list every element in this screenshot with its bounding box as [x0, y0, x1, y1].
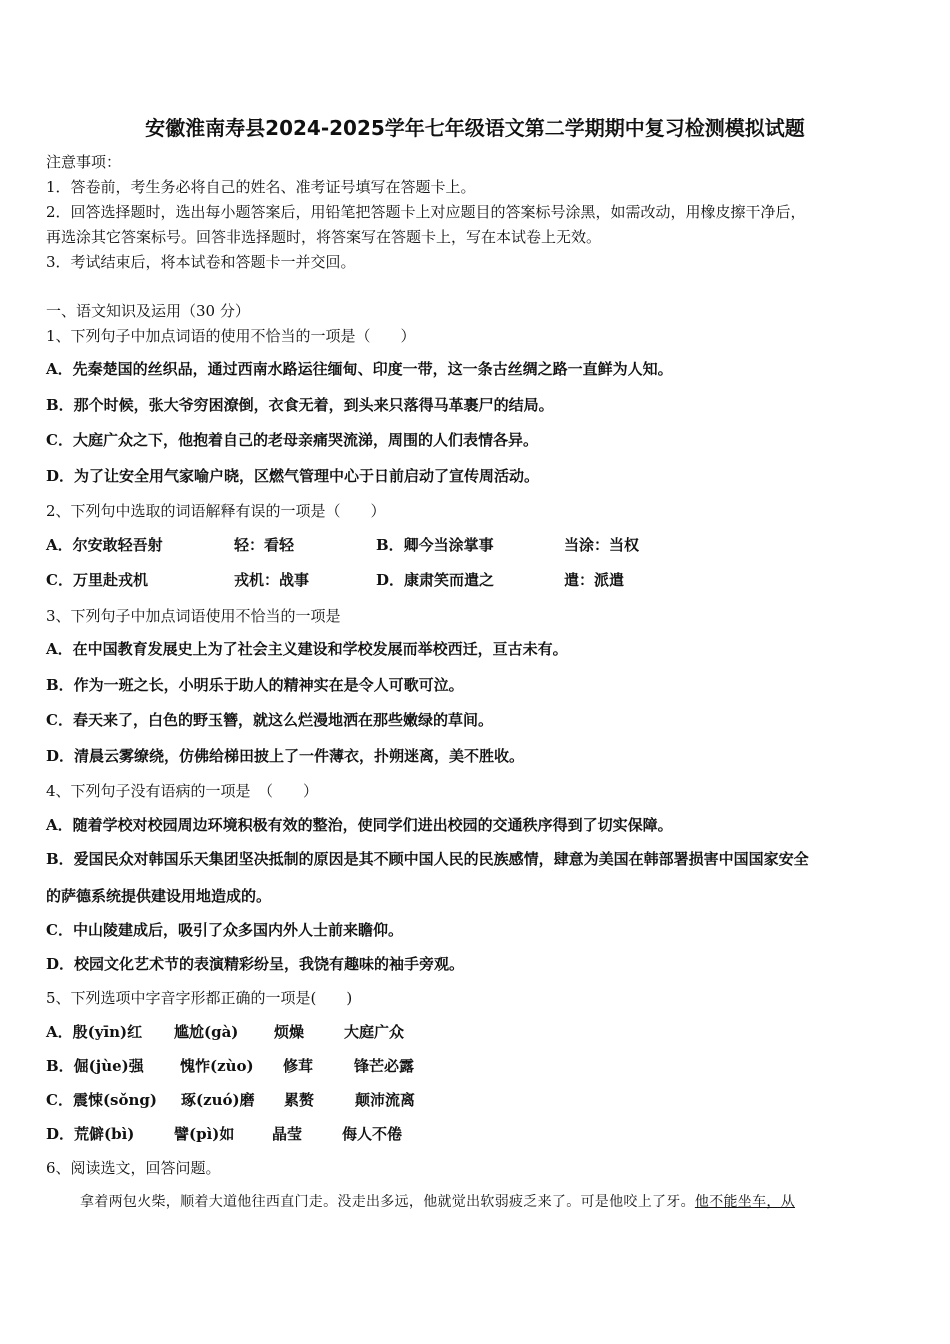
section-heading: 一、语文知识及运用（30 分） — [46, 302, 250, 320]
q5-cell: 大庭广众 — [344, 1023, 405, 1041]
q5-cell: 烦燥 — [274, 1023, 305, 1041]
q5-cell: 累赘 — [284, 1091, 315, 1109]
question-stem-1: 1、下列句子中加点词语的使用不恰当的一项是（ ） — [46, 327, 416, 345]
question-stem-3: 3、下列句子中加点词语使用不恰当的一项是 — [46, 607, 341, 625]
question-stem-4: 4、下列句子没有语病的一项是 （ ） — [46, 782, 319, 800]
q3-option-d: D．清晨云雾缭绕，仿佛给梯田披上了一件薄衣，扑朔迷离，美不胜收。 — [46, 747, 525, 765]
q5-cell: 修茸 — [283, 1057, 314, 1075]
notice-item: 再选涂其它答案标号。回答非选择题时，将答案写在答题卡上，写在本试卷上无效。 — [46, 228, 602, 246]
question-stem-5: 5、下列选项中字音字形都正确的一项是( ) — [46, 989, 353, 1007]
q4-option-b: B．爱国民众对韩国乐天集团坚决抵制的原因是其不顾中国人民的民族感情，肆意为美国在韩部署损害中国国家安全 — [46, 850, 809, 868]
q2-option-c-def: 戎机：战事 — [234, 571, 310, 589]
q4-option-a: A．随着学校对校园周边环境积极有效的整治，使同学们进出校园的交通秩序得到了切实保障。 — [46, 816, 673, 834]
q5-cell: 锋芒必露 — [354, 1057, 415, 1075]
passage-text: 拿着两包火柴，顺着大道他往西直门走。没走出多远，他就觉出软弱疲乏来了。可是他咬上了牙。 — [80, 1194, 695, 1210]
q1-option-b: B．那个时候，张大爷穷困潦倒，衣食无着，到头来只落得马革裹尸的结局。 — [46, 396, 554, 414]
q2-option-d-def: 遣：派遣 — [564, 571, 625, 589]
reading-passage — [80, 1192, 795, 1212]
question-stem-6: 6、阅读选文，回答问题。 — [46, 1159, 221, 1177]
passage-underlined-text: 他不能坐车，从 — [694, 1194, 796, 1210]
q5-cell: A．殷(yīn)红 — [46, 1023, 143, 1041]
q2-option-b-def: 当涂：当权 — [564, 536, 640, 554]
q3-option-b: B．作为一班之长，小明乐于助人的精神实在是令人可歌可泣。 — [46, 676, 464, 694]
q1-option-a: A．先秦楚国的丝织品，通过西南水路运往缅甸、印度一带，这一条古丝绸之路一直鲜为人知。 — [46, 360, 673, 378]
q5-cell: B．倔(jùe)强 — [46, 1057, 144, 1075]
q5-cell: 颠沛流离 — [355, 1091, 416, 1109]
notice-item: 1．答卷前，考生务必将自己的姓名、准考证号填写在答题卡上。 — [46, 178, 476, 196]
q3-option-a: A．在中国教育发展史上为了社会主义建设和学校发展而举校西迁，亘古未有。 — [46, 640, 568, 658]
q5-cell: 尴尬(gà) — [174, 1023, 239, 1041]
q4-option-d: D．校园文化艺术节的表演精彩纷呈，我饶有趣味的袖手旁观。 — [46, 955, 465, 973]
page-title: 安徽淮南寿县2024-2025学年七年级语文第二学期期中复习检测模拟试题 — [145, 116, 805, 140]
q2-option-c: C．万里赴戎机 — [46, 571, 148, 589]
q1-option-c: C．大庭广众之下，他抱着自己的老母亲痛哭流涕，周围的人们表情各异。 — [46, 431, 538, 449]
q2-option-d: D．康肃笑而遣之 — [376, 571, 495, 589]
q5-cell: 晶莹 — [272, 1125, 303, 1143]
q1-option-d: D．为了让安全用气家喻户晓，区燃气管理中心于日前启动了宣传周活动。 — [46, 467, 540, 485]
q2-option-a-def: 轻：看轻 — [234, 536, 295, 554]
q5-cell: 侮人不倦 — [342, 1125, 403, 1143]
q5-cell: D．荒僻(bì) — [46, 1125, 135, 1143]
q5-cell: 譬(pì)如 — [174, 1125, 235, 1143]
q4-option-b-cont: 的萨德系统提供建设用地造成的。 — [46, 887, 272, 905]
notice-item: 3．考试结束后，将本试卷和答题卡一并交回。 — [46, 253, 356, 271]
notice-heading: 注意事项： — [46, 153, 122, 171]
q4-option-c: C．中山陵建成后，吸引了众多国内外人士前来瞻仰。 — [46, 921, 403, 939]
q2-option-a: A．尔安敢轻吾射 — [46, 536, 163, 554]
notice-item: 2．回答选择题时，选出每小题答案后，用铅笔把答题卡上对应题目的答案标号涂黑，如需改动，用橡皮擦干净后， — [46, 203, 806, 221]
q5-cell: 琢(zuó)磨 — [181, 1091, 255, 1109]
q5-cell: 愧怍(zùo) — [180, 1057, 254, 1075]
q2-option-b: B．卿今当涂掌事 — [376, 536, 494, 554]
question-stem-2: 2、下列句中选取的词语解释有误的一项是（ ） — [46, 502, 386, 520]
q5-cell: C．震悚(sǒng) — [46, 1091, 157, 1109]
q3-option-c: C．春天来了，白色的野玉簪，就这么烂漫地洒在那些嫩绿的草间。 — [46, 711, 493, 729]
